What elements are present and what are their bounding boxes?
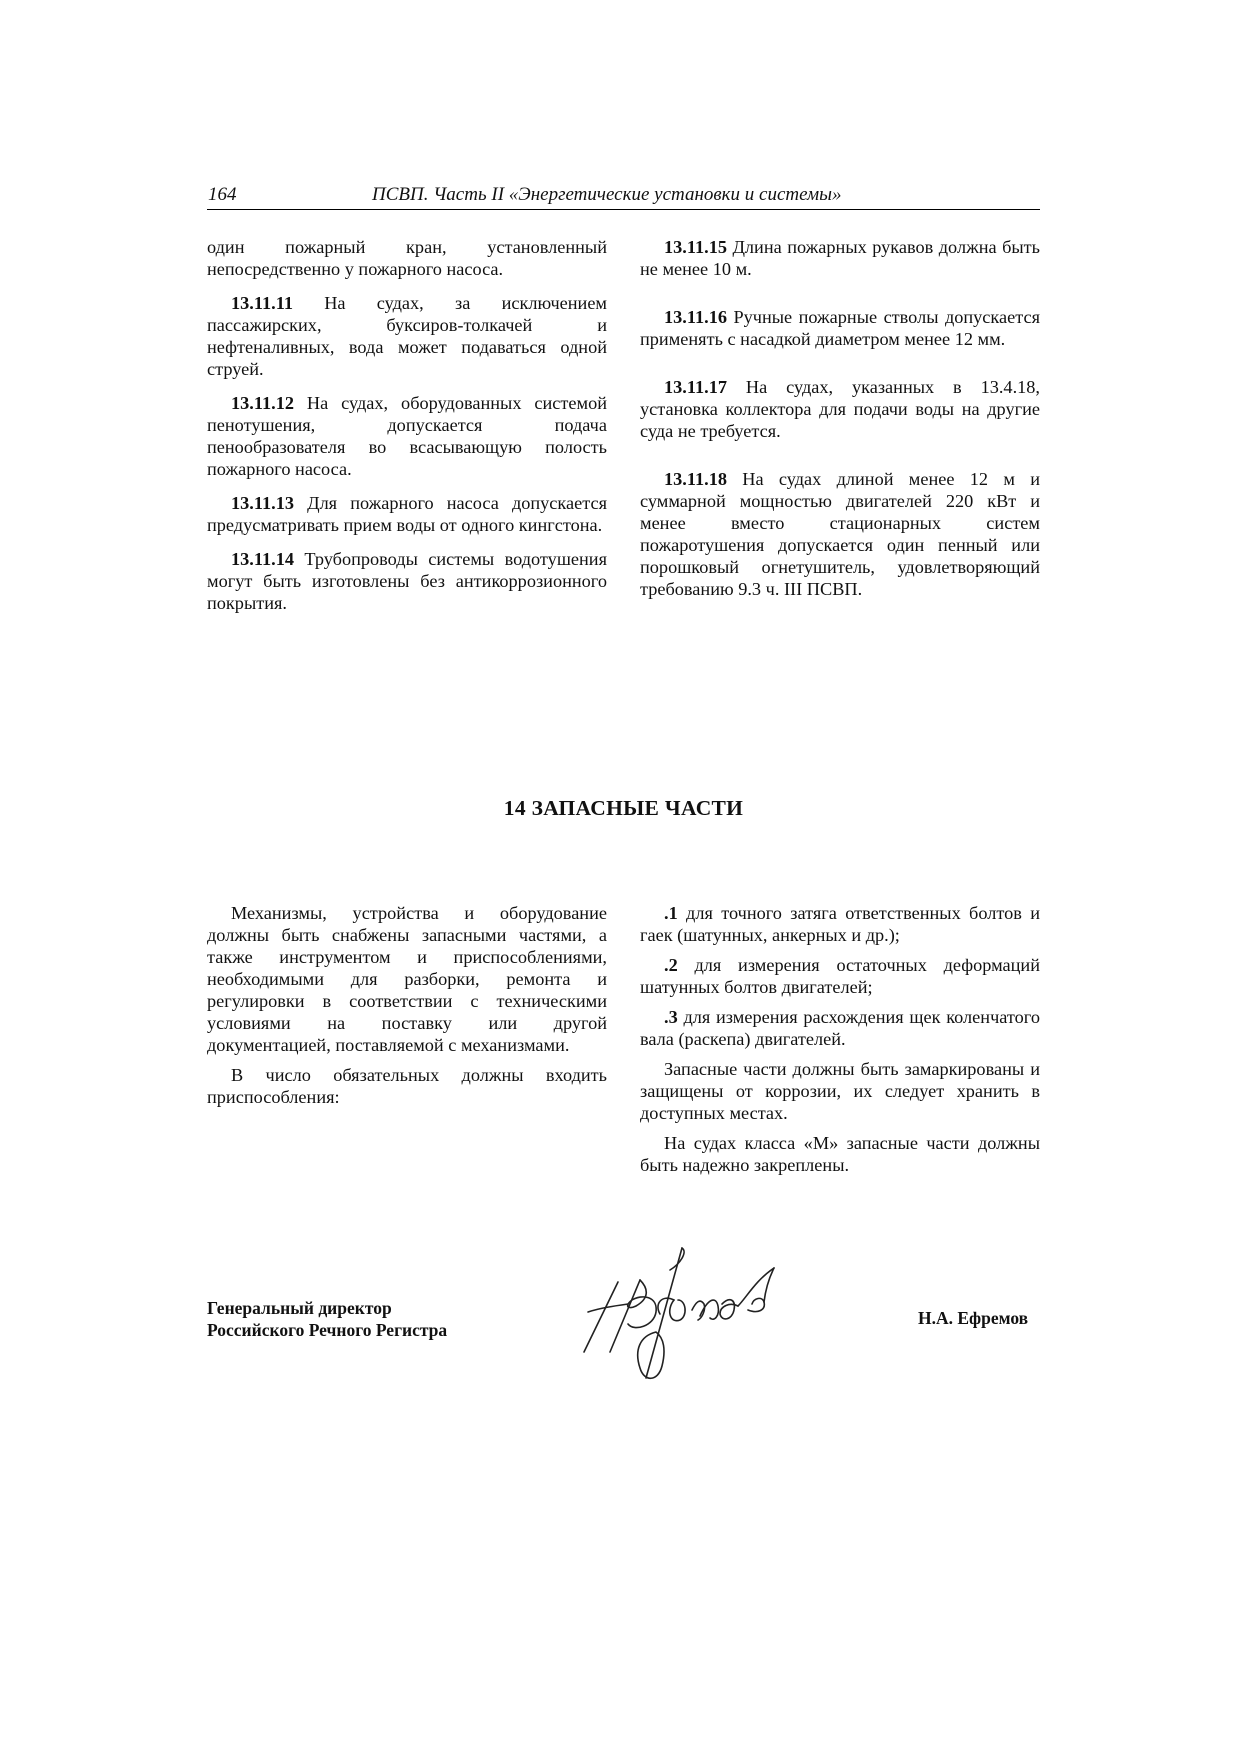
clause-number: 13.11.17	[664, 377, 727, 397]
section-paragraph: В число обязательных должны входить приспособления:	[207, 1065, 607, 1107]
clause-text: На судах, оборудованных системой пенотушения, допускается подача пенообразователя во всасывающую полость пожарного насоса.	[207, 393, 607, 479]
signatory-position-line: Российского Речного Регистра	[207, 1320, 448, 1340]
list-item	[640, 1006, 1040, 1050]
section-paragraph: Запасные части должны быть замаркированы и защищены от коррозии, их следует хранить в доступных местах.	[640, 1059, 1040, 1123]
list-item	[640, 902, 1040, 946]
clause-text: На судах, указанных в 13.4.18, установка коллектора для подачи воды на другие суда не требуется.	[640, 377, 1040, 441]
signatory-name: Н.А. Ефремов	[918, 1308, 1029, 1328]
clause-text: Ручные пожарные стволы допускается применять с насадкой диаметром менее 12 мм.	[640, 307, 1040, 349]
list-text: для точного затяга ответственных болтов и гаек (шатунных, анкерных и др.);	[640, 903, 1040, 945]
running-title: ПСВП. Часть II «Энергетические установки и системы»	[372, 184, 842, 205]
clause-13-11-11	[207, 292, 607, 380]
clause-13-11-16	[640, 306, 1040, 350]
clause-13-11-13	[207, 492, 607, 536]
clause-13-11-12	[207, 392, 607, 480]
clause-number: 13.11.16	[664, 307, 727, 327]
list-number: .3	[664, 1007, 678, 1027]
page-number: 164	[208, 184, 237, 205]
section-right-column	[640, 902, 1040, 1176]
list-number: .1	[664, 903, 678, 923]
section-title: 14 ЗАПАСНЫЕ ЧАСТИ	[503, 796, 744, 820]
clause-text: На судах длиной менее 12 м и суммарной мощностью двигателей 220 кВт и менее вместо стационарных систем пожаротушения допускается один пенный или порошковый огнетушитель, удовлетворяющий требованию 9.3 ч. III ПСВП.	[640, 469, 1040, 599]
signatory-position	[207, 1297, 447, 1341]
signatory-position-line: Генеральный директор	[207, 1298, 392, 1318]
clause-13-11-15	[640, 236, 1040, 280]
upper-right-column	[640, 236, 1040, 600]
clause-number: 13.11.12	[231, 393, 294, 413]
continued-paragraph: один пожарный кран, установленный непосредственно у пожарного насоса.	[207, 237, 607, 279]
clause-number: 13.11.14	[231, 549, 294, 569]
list-number: .2	[664, 955, 678, 975]
clause-13-11-17	[640, 376, 1040, 442]
list-text: для измерения расхождения щек коленчатого вала (раскепа) двигателей.	[640, 1007, 1040, 1049]
section-paragraph: Механизмы, устройства и оборудование должны быть снабжены запасными частями, а также инструментом и приспособлениями, необходимыми для разборки, ремонта и регулировки в соответствии с техническими условиями на поставку или другой документацией, поставляемой с механизмами.	[207, 903, 607, 1055]
clause-13-11-18	[640, 468, 1040, 600]
handwritten-signature	[570, 1240, 840, 1390]
clause-number: 13.11.18	[664, 469, 727, 489]
clause-13-11-14	[207, 548, 607, 614]
clause-number: 13.11.13	[231, 493, 294, 513]
list-text: для измерения остаточных деформаций шатунных болтов двигателей;	[640, 955, 1040, 997]
clause-text: Длина пожарных рукавов должна быть не менее 10 м.	[640, 237, 1040, 279]
section-left-column	[207, 902, 607, 1108]
clause-number: 13.11.15	[664, 237, 727, 257]
page-header	[207, 183, 1040, 210]
clause-number: 13.11.11	[231, 293, 293, 313]
clause-text: Для пожарного насоса допускается предусматривать прием воды от одного кингстона.	[207, 493, 607, 535]
upper-left-column	[207, 236, 607, 614]
clause-text: Трубопроводы системы водотушения могут быть изготовлены без антикоррозионного покрытия.	[207, 549, 607, 613]
list-item	[640, 954, 1040, 998]
clause-text: На судах, за исключением пассажирских, буксиров-толкачей и нефтеналивных, вода может подаваться одной струей.	[207, 293, 607, 379]
section-paragraph: На судах класса «М» запасные части должны быть надежно закреплены.	[640, 1133, 1040, 1175]
